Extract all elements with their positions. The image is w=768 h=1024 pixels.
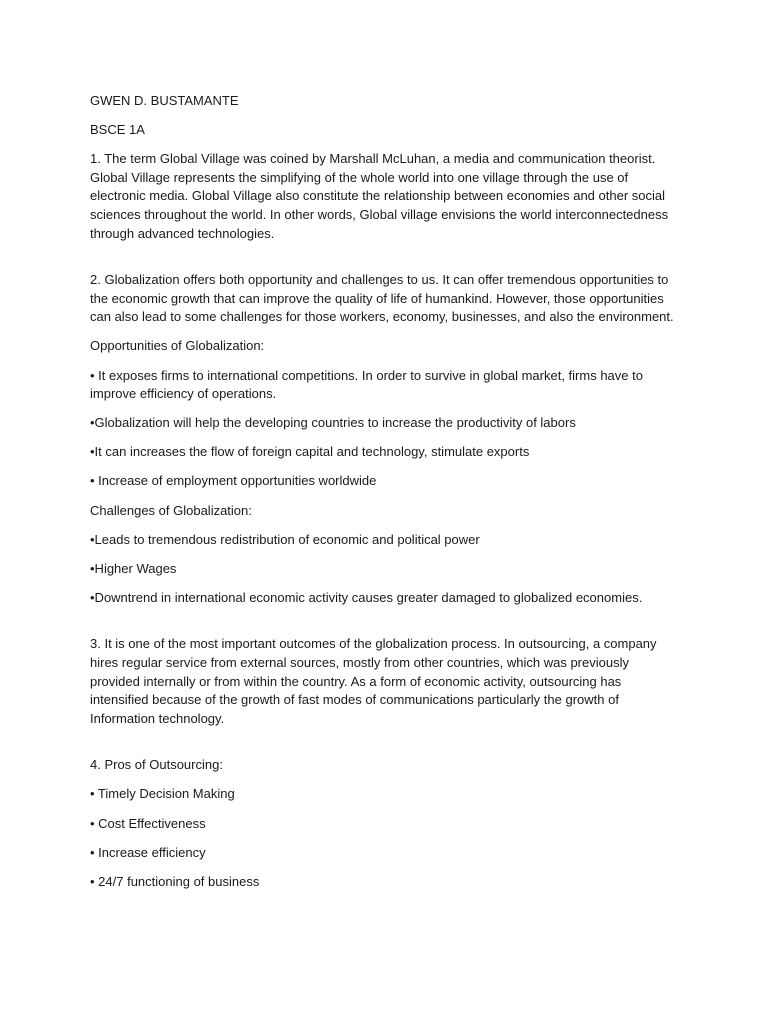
answer-1-paragraph: 1. The term Global Village was coined by Marshall McLuhan, a media and communication theorist. Global Village represents the simplifying of the whole world into one village through the use of electronic media. Global Village also constitute the relationship between economies and other social sciences throughout the world. In other words, Global village envisions the world interconnectedness through advanced technologies. [90,151,669,241]
document-body [90,92,680,902]
outsourcing-pro-item: • 24/7 functioning of business [90,873,260,889]
opportunity-item: • It exposes firms to international competitions. In order to survive in global market, firms have to improve efficiency of operations. [90,367,643,402]
challenge-item: •Leads to tremendous redistribution of economic and political power [90,531,480,547]
answer-3-paragraph: 3. It is one of the most important outcomes of the globalization process. In outsourcing, a company hires regular service from external sources, mostly from other countries, which was previously provided internally or from within the country. As a form of economic activity, outsourcing has intensified because of the growth of fast modes of communications particularly the growth of Information technology. [90,636,657,726]
opportunities-heading: Opportunities of Globalization: [90,338,265,354]
challenge-item: •Downtrend in international economic activity causes greater damaged to globalized economies. [90,589,643,605]
challenge-item: •Higher Wages [90,560,177,576]
outsourcing-pro-item: • Increase efficiency [90,844,206,860]
course-section: BSCE 1A [90,122,145,138]
answer-2-intro-paragraph: 2. Globalization offers both opportunity and challenges to us. It can offer tremendous opportunities to the economic growth that can improve the quality of life of humankind. However, those opportunities can also lead to some challenges for those workers, economy, businesses, and also the environment. [90,272,674,325]
outsourcing-pro-item: • Cost Effectiveness [90,815,206,831]
opportunity-item: • Increase of employment opportunities worldwide [90,473,377,489]
opportunity-item: •Globalization will help the developing countries to increase the productivity of labors [90,415,576,431]
author-name: GWEN D. BUSTAMANTE [90,93,239,108]
opportunity-item: •It can increases the flow of foreign capital and technology, stimulate exports [90,444,530,460]
challenges-heading: Challenges of Globalization: [90,502,252,518]
outsourcing-pros-heading: 4. Pros of Outsourcing: [90,757,223,773]
outsourcing-pro-item: • Timely Decision Making [90,786,235,802]
